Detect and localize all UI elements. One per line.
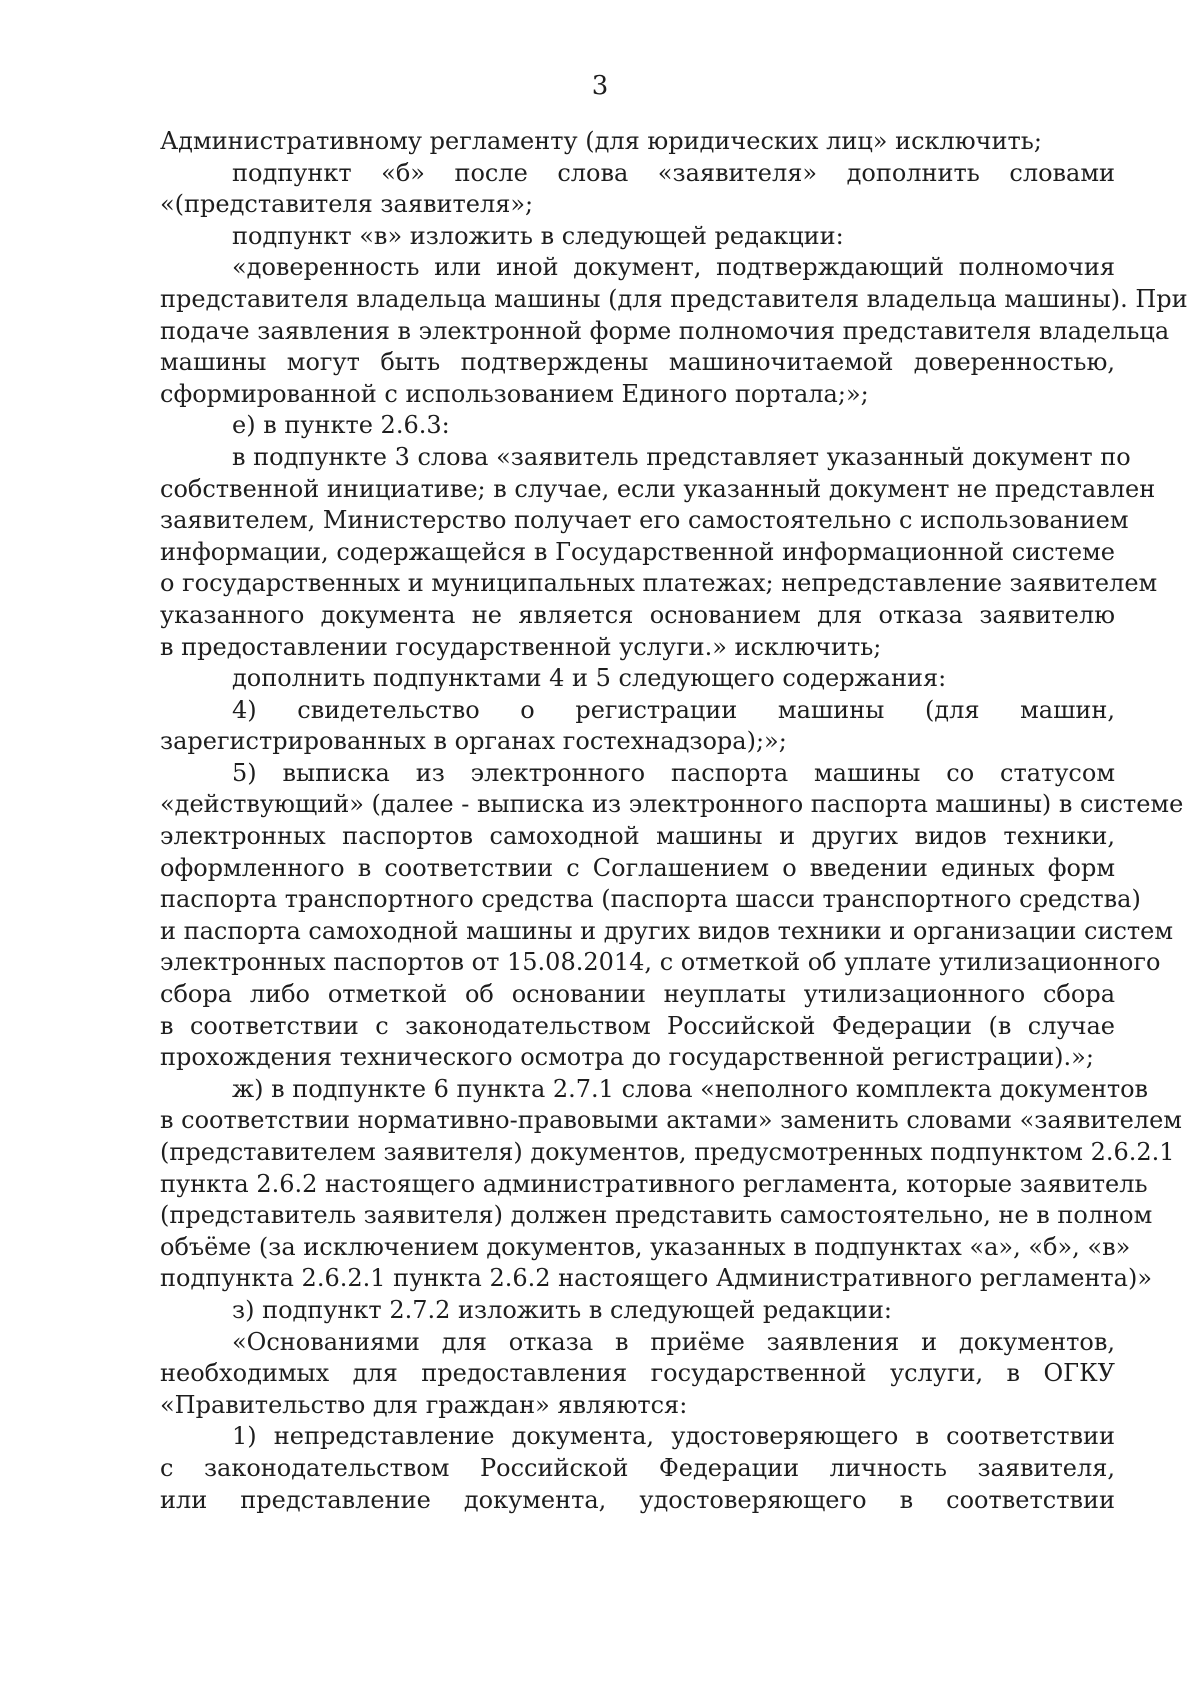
text-line: собственной инициативе; в случае, если указанный документ не представлен	[160, 474, 1156, 503]
text-line: Административному регламенту (для юридических лиц» исключить;	[160, 127, 1042, 155]
text-line: 1) непредставление документа, удостоверяющего в соответствии	[232, 1422, 1115, 1451]
text-line: с законодательством Российской Федерации личность заявителя,	[160, 1453, 1115, 1482]
text-line: е) в пункте 2.6.3:	[232, 411, 450, 440]
text-line: «Основаниями для отказа в приёме заявления и документов,	[232, 1327, 1115, 1356]
text-line: 5) выписка из электронного паспорта машины со статусом	[232, 758, 1115, 787]
text-line: подаче заявления в электронной форме полномочия представителя владельца	[160, 316, 1170, 345]
text-line: дополнить подпунктами 4 и 5 следующего содержания:	[232, 664, 947, 693]
text-line: зарегистрированных в органах гостехнадзора);»;	[160, 727, 787, 756]
text-line: заявителем, Министерство получает его самостоятельно с использованием	[160, 506, 1129, 535]
text-line: «(представителя заявителя»;	[160, 190, 534, 219]
text-line: (представитель заявителя) должен представить самостоятельно, не в полном	[160, 1201, 1153, 1230]
text-line: электронных паспортов от 15.08.2014, с отметкой об уплате утилизационного	[160, 948, 1161, 977]
text-line: электронных паспортов самоходной машины и других видов техники,	[160, 822, 1115, 851]
text-line: «доверенность или иной документ, подтверждающий полномочия	[232, 253, 1115, 282]
text-line: ж) в подпункте 6 пункта 2.7.1 слова «неполного комплекта документов	[232, 1074, 1149, 1103]
text-line: 4) свидетельство о регистрации машины (для машин,	[232, 695, 1115, 724]
text-line: оформленного в соответствии с Соглашением о введении единых форм	[160, 853, 1115, 882]
text-line: подпункт «в» изложить в следующей редакции:	[232, 221, 844, 250]
text-line: или представление документа, удостоверяющего в соответствии	[160, 1485, 1115, 1514]
text-line: в предоставлении государственной услуги.» исключить;	[160, 632, 882, 661]
text-line: в соответствии нормативно-правовыми актами» заменить словами «заявителем	[160, 1106, 1182, 1135]
page-number: 3	[591, 71, 609, 101]
text-line: машины могут быть подтверждены машиночитаемой доверенностью,	[160, 348, 1115, 377]
text-line: пункта 2.6.2 настоящего административного регламента, которые заявитель	[160, 1169, 1148, 1198]
text-line: «Правительство для граждан» являются:	[160, 1390, 688, 1419]
text-line: о государственных и муниципальных платежах; непредставление заявителем	[160, 569, 1158, 598]
text-line: подпункт «б» после слова «заявителя» дополнить словами	[232, 158, 1115, 187]
document-body	[160, 126, 1188, 1516]
text-line: «действующий» (далее - выписка из электронного паспорта машины) в системе	[160, 790, 1184, 819]
text-line: указанного документа не является основанием для отказа заявителю	[160, 600, 1115, 629]
text-line: з) подпункт 2.7.2 изложить в следующей редакции:	[232, 1295, 892, 1324]
text-line: и паспорта самоходной машины и других видов техники и организации систем	[160, 916, 1174, 945]
text-line: паспорта транспортного средства (паспорта шасси транспортного средства)	[160, 885, 1141, 914]
text-line: (представителем заявителя) документов, предусмотренных подпунктом 2.6.2.1	[160, 1138, 1175, 1166]
text-line: объёме (за исключением документов, указанных в подпунктах «а», «б», «в»	[160, 1232, 1131, 1261]
text-line: представителя владельца машины (для представителя владельца машины). При	[160, 284, 1188, 313]
text-line: сформированной с использованием Единого портала;»;	[160, 379, 869, 408]
text-line: информации, содержащейся в Государственной информационной системе	[160, 537, 1115, 566]
text-line: прохождения технического осмотра до государственной регистрации).»;	[160, 1043, 1094, 1072]
text-line: в подпункте 3 слова «заявитель представляет указанный документ по	[232, 442, 1131, 471]
text-line: необходимых для предоставления государственной услуги, в ОГКУ	[160, 1359, 1115, 1388]
text-line: сбора либо отметкой об основании неуплаты утилизационного сбора	[160, 980, 1115, 1009]
text-line: подпункта 2.6.2.1 пункта 2.6.2 настоящего Административного регламента)»	[160, 1264, 1153, 1293]
text-line: в соответствии с законодательством Российской Федерации (в случае	[160, 1011, 1115, 1040]
